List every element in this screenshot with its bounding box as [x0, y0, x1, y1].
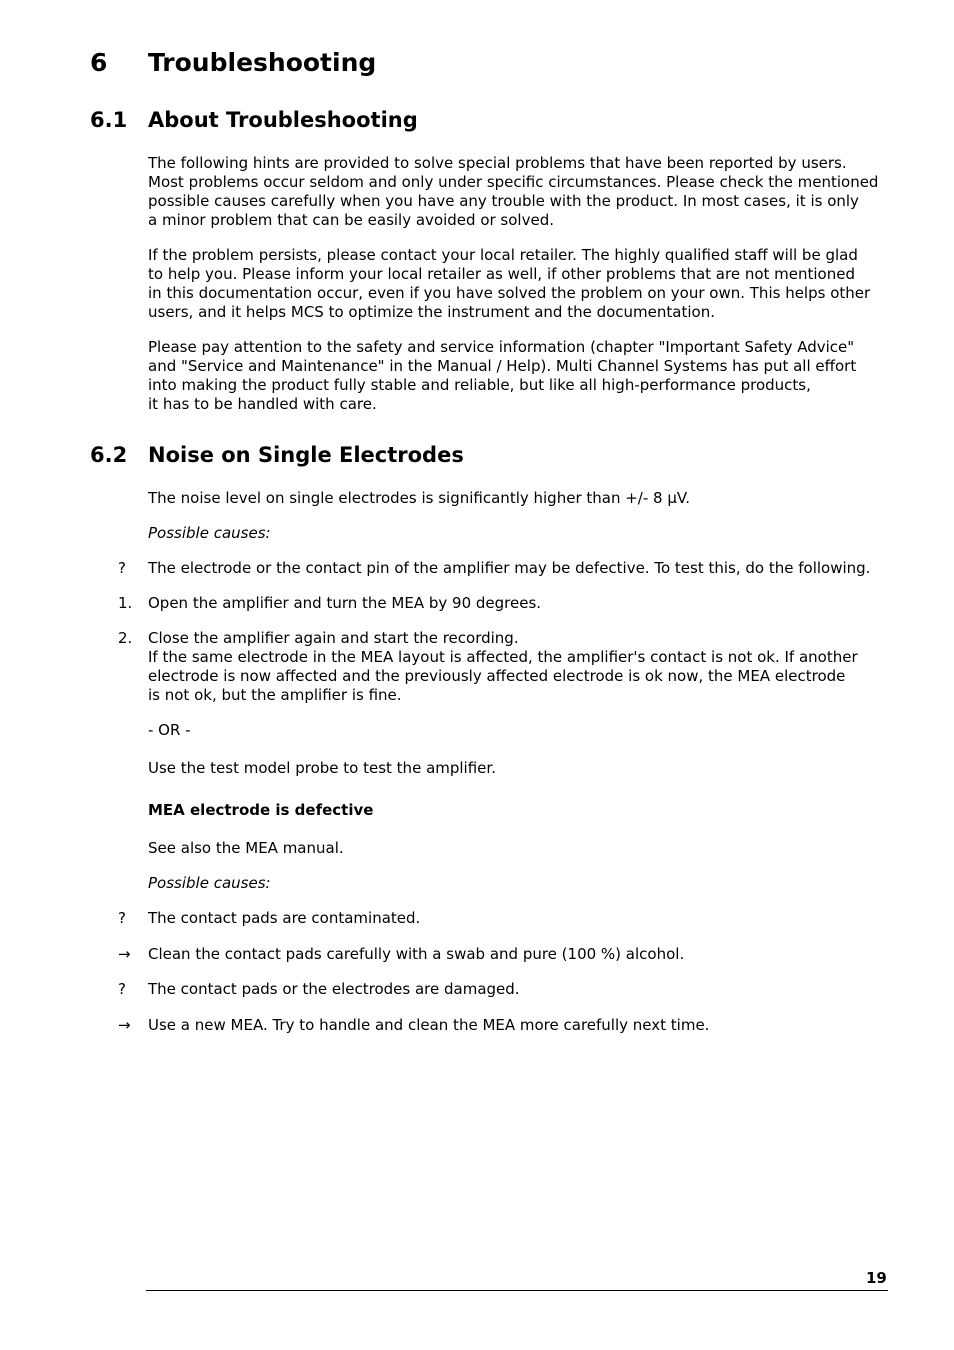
arrow-right-icon: →: [118, 945, 131, 963]
step-2-marker: 2.: [118, 629, 133, 647]
paragraph-safety: Please pay attention to the safety and service information (chapter "Important Safety Advice" and "Service and Maintenance" in the Manual / Help). Multi Channel Systems has put all effort into making the product fully stable and reliable, but like all high-performance products, it has to be handled with care.: [148, 338, 857, 413]
section-2-title: Noise on Single Electrodes: [148, 443, 464, 467]
page-number: 19: [866, 1269, 887, 1287]
section-1-title: About Troubleshooting: [148, 108, 418, 132]
cause-contaminated: The contact pads are contaminated.: [148, 909, 421, 927]
mea-defective-subheading: MEA electrode is defective: [148, 801, 374, 819]
paragraph-contact-retailer: If the problem persists, please contact your local retailer. The highly qualified staff will be glad to help you. Please inform your local retailer as well, if other problems that are not mentioned in this documentation occur, even if you have solved the problem on your own. This helps other users, and it helps MCS to optimize the instrument and the documentation.: [148, 246, 871, 321]
test-probe-text: Use the test model probe to test the amplifier.: [148, 759, 496, 777]
footer-rule: [146, 1290, 888, 1291]
see-also-text: See also the MEA manual.: [148, 839, 344, 857]
chapter-title: Troubleshooting: [148, 48, 377, 77]
section-2-number: 6.2: [90, 443, 128, 467]
remedy-clean-pads: Clean the contact pads carefully with a swab and pure (100 %) alcohol.: [148, 945, 685, 963]
cause-damaged: The contact pads or the electrodes are damaged.: [148, 980, 520, 998]
question-marker: ?: [118, 559, 126, 577]
question-marker: ?: [118, 909, 126, 927]
section-1-number: 6.1: [90, 108, 128, 132]
question-marker: ?: [118, 980, 126, 998]
step-2-text: Close the amplifier again and start the recording. If the same electrode in the MEA layout is affected, the amplifier's contact is not ok. If another electrode is now affected and the previously affected electrode is ok now, the MEA electrode is not ok, but the amplifier is fine.: [148, 629, 858, 704]
possible-causes-label: Possible causes:: [148, 524, 271, 542]
possible-causes-label-2: Possible causes:: [148, 874, 271, 892]
step-1-text: Open the amplifier and turn the MEA by 90 degrees.: [148, 594, 542, 612]
arrow-right-icon: →: [118, 1016, 131, 1034]
noise-intro: The noise level on single electrodes is significantly higher than +/- 8 µV.: [148, 489, 690, 507]
cause-electrode-defective: The electrode or the contact pin of the amplifier may be defective. To test this, do the following.: [148, 559, 871, 577]
remedy-new-mea: Use a new MEA. Try to handle and clean the MEA more carefully next time.: [148, 1016, 710, 1034]
paragraph-hints: The following hints are provided to solve special problems that have been reported by users. Most problems occur seldom and only under specific circumstances. Please check the mentioned possible causes carefully when you have any trouble with the product. In most cases, it is only a minor problem that can be easily avoided or solved.: [148, 154, 879, 229]
or-separator: - OR -: [148, 721, 191, 739]
chapter-number: 6: [90, 48, 108, 77]
step-1-marker: 1.: [118, 594, 133, 612]
